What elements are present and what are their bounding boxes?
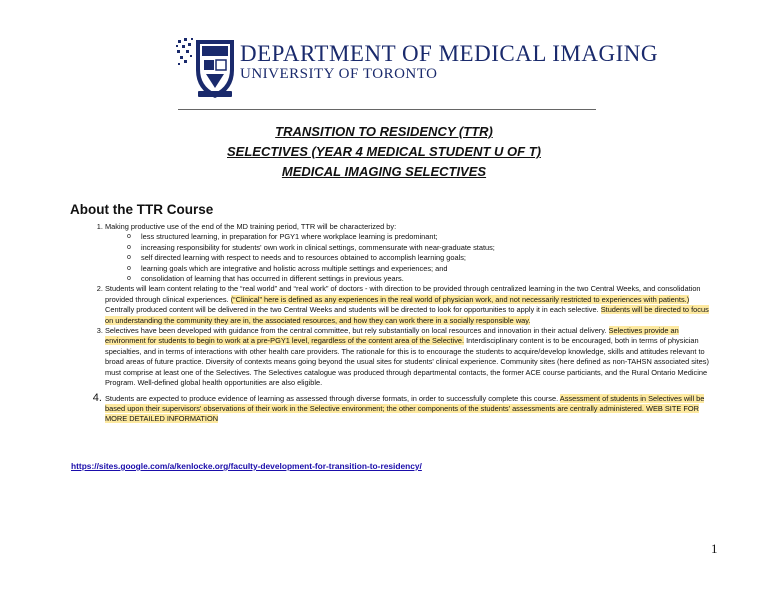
- university-name: UNIVERSITY OF TORONTO: [240, 66, 438, 82]
- item2-highlight-2: Students will be directed to focus on understanding the community they are in, the associated resources, and how they can work there in a socially responsible way.: [105, 305, 709, 325]
- item3-text-2: Interdisciplinary content is to be encouraged, both in terms of physician specialties, and in terms of interactions with other health care providers. The rationale for this is to encourage the students to acquire/develop knowledge, skills and attitudes relevant to broad areas of future practice. Diversity of contexts means going beyond the usual sites for students' clinical experience. Community sites (here defined as non-TAHSN associated sites) must comprise at least one of the Selectives. The Selectives catalogue was produced through departmental contacts, the former ACE course particiants, and the Rural Ontario Medicine Program. Well-defined global health opportunities are also eligible.: [105, 336, 709, 388]
- list-item: o less structured learning, in preparation for PGY1 where workplace learning is predominant;: [127, 232, 712, 242]
- item4-highlight-1: Assessment of students in Selectives will be based upon their supervisors' observations of their work in the Selective environment; the other components of the students' assessments are centrally administered. WEB SITE FOR MORE DETAILED INFORMATION: [105, 393, 705, 424]
- list-item: o increasing responsibility for students' own work in clinical settings, commensurate with near-graduate status;: [127, 243, 712, 253]
- list-item: [105, 284, 712, 326]
- list-item: [105, 326, 712, 388]
- item3-text-1: Selectives have been developed with guidance from the central committee, but rely substantially on local resources and innovation in their actual delivery.: [105, 326, 609, 336]
- university-crest-icon: [176, 36, 236, 100]
- page-number: 1: [711, 541, 718, 556]
- department-name: DEPARTMENT OF MEDICAL IMAGING: [240, 41, 658, 66]
- item2-text-1: Students will learn content relating to the “real world” and “real work” of doctors - with direction to be provided through centralized learning in the two Central Weeks, and consolidation provided through clinical experiences.: [105, 284, 701, 304]
- title-line-2: SELECTIVES (YEAR 4 MEDICAL STUDENT U OF T): [227, 144, 541, 159]
- list-item: o self directed learning with respect to needs and to resources obtained to accomplish learning goals;: [127, 253, 712, 263]
- item2-highlight-1: (“Clinical” here is defined as any experiences in the real world of physician work, and not necessarily restricted to experiences with patients.): [230, 294, 690, 304]
- course-description: [72, 222, 712, 425]
- list-item: [105, 393, 712, 425]
- section-heading: About the TTR Course: [70, 202, 214, 217]
- list-item: o consolidation of learning that has occurred in different settings in previous years.: [127, 274, 712, 284]
- ttr-website-link[interactable]: https://sites.google.com/a/kenlocke.org/faculty-development-for-transition-to-residency/: [71, 461, 422, 471]
- title-line-1: TRANSITION TO RESIDENCY (TTR): [275, 124, 493, 139]
- list-item: [105, 222, 712, 284]
- item3-highlight-1: Selectives provide an environment for students to begin to work at a pre-PGY1 level, regardless of the content area of the Selective.: [105, 326, 679, 346]
- item1-intro: Making productive use of the end of the MD training period, TTR will be characterized by:: [105, 222, 397, 231]
- header-divider: [178, 109, 596, 110]
- title-line-3: MEDICAL IMAGING SELECTIVES: [281, 164, 487, 179]
- item2-text-2: Centrally produced content will be delivered in the two Central Weeks and students will be directed to look for opportunities to apply it in each selective.: [105, 305, 601, 315]
- item4-text-1: Students are expected to produce evidence of learning as assessed through diverse formats, in order to successfully complete this course.: [105, 393, 560, 403]
- list-item: o learning goals which are integrative and holistic across multiple settings and experiences; and: [127, 264, 712, 274]
